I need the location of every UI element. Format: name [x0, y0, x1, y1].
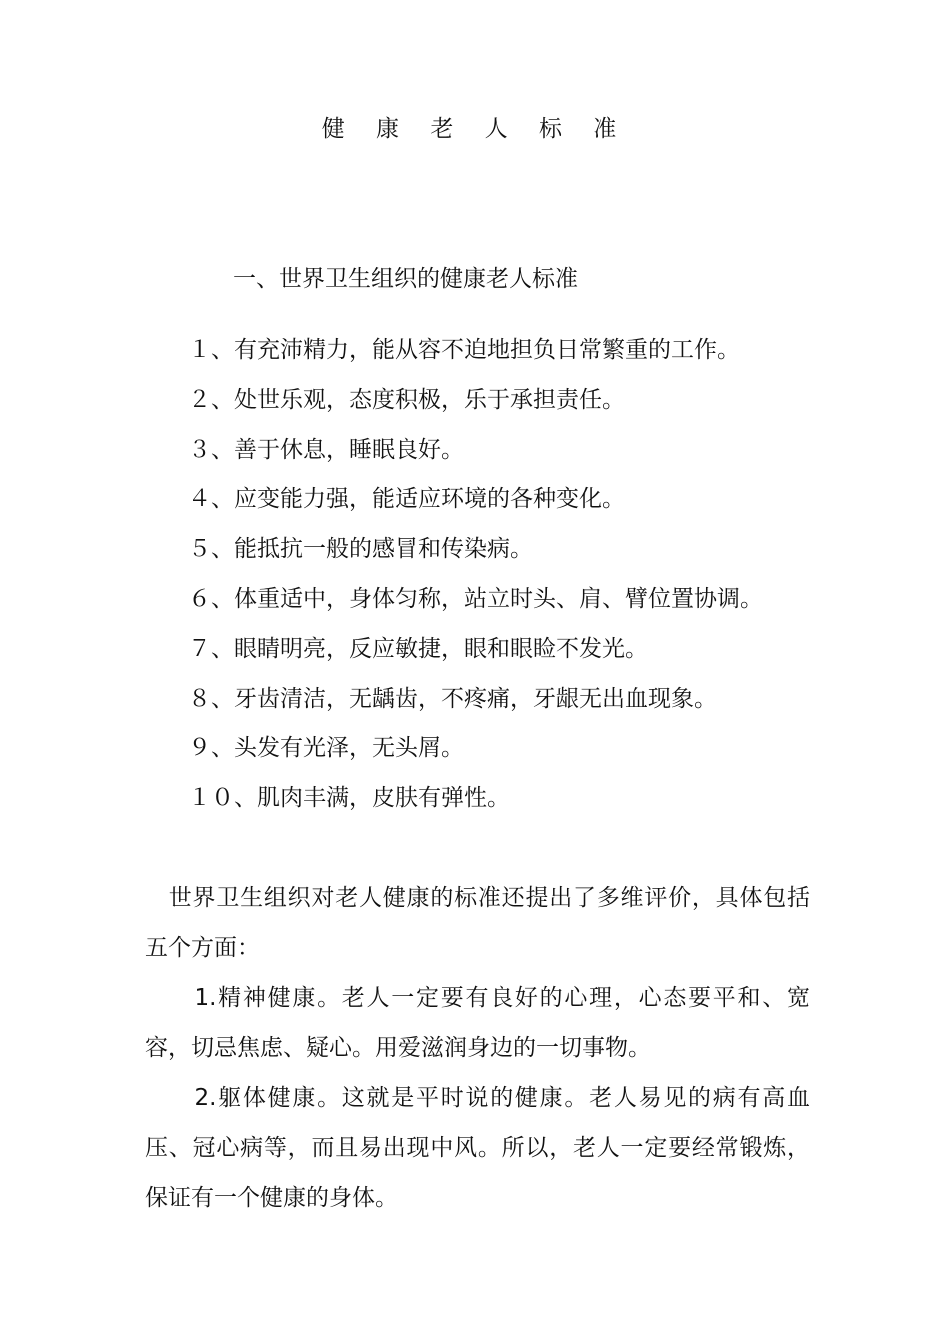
- standard-item: ３、善于休息，睡眠良好。: [188, 436, 464, 463]
- standard-item: ６、体重适中，身体匀称，站立时头、肩、臂位置协调。: [188, 585, 763, 612]
- paragraph-multidimensional-intro: 世界卫生组织对老人健康的标准还提出了多维评价，具体包括五个方面：: [145, 885, 810, 961]
- standard-item: １、有充沛精力，能从容不迫地担负日常繁重的工作。: [188, 337, 740, 363]
- section-heading: 一、世界卫生组织的健康老人标准: [233, 266, 578, 292]
- standard-item: １０、肌肉丰满，皮肤有弹性。: [188, 785, 510, 812]
- paragraph-physical-health: 2.躯体健康。这就是平时说的健康。老人易见的病有高血压、冠心病等，而且易出现中风。所以，老人一定要经常锻炼，保证有一个健康的身体。: [145, 1085, 810, 1211]
- document-title: 健 康 老 人 标 准: [321, 116, 629, 142]
- standard-item: ８、牙齿清洁，无龋齿，不疼痛，牙龈无出血现象。: [188, 685, 717, 712]
- standards-list: [188, 333, 763, 831]
- paragraph-mental-health: 1.精神健康。老人一定要有良好的心理，心态要平和、宽容，切忌焦虑、疑心。用爱滋润身边的一切事物。: [145, 985, 810, 1061]
- standard-item: ２、处世乐观，态度积极，乐于承担责任。: [188, 386, 625, 413]
- standard-item: ４、应变能力强，能适应环境的各种变化。: [188, 486, 625, 513]
- standard-item: ９、头发有光泽，无头屑。: [188, 735, 464, 762]
- standard-item: ７、眼睛明亮，反应敏捷，眼和眼睑不发光。: [188, 635, 648, 662]
- standard-item: ５、能抵抗一般的感冒和传染病。: [188, 536, 533, 563]
